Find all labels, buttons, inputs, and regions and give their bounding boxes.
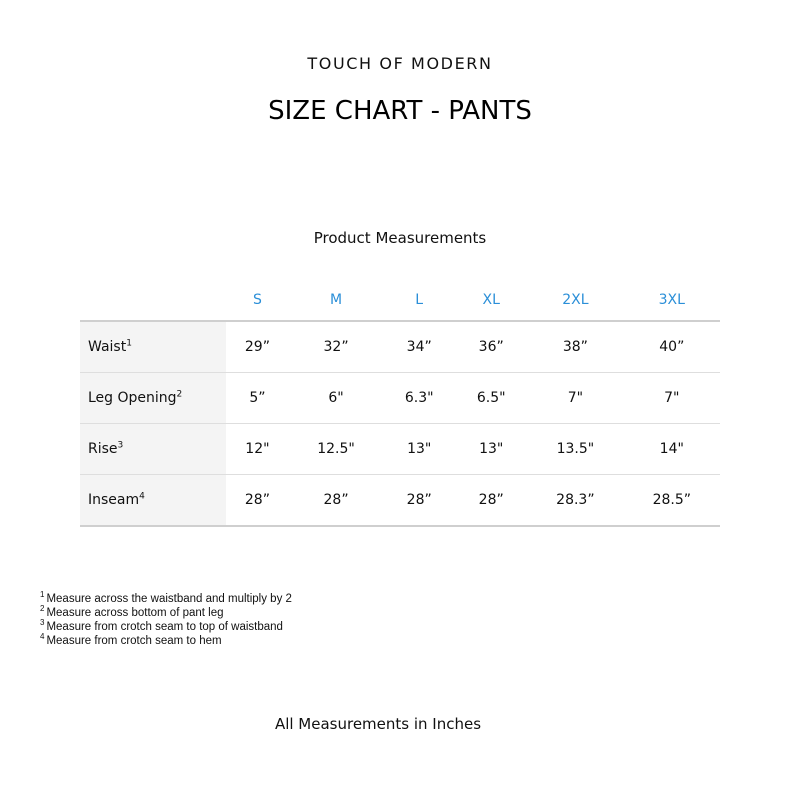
size-header-xl: XL bbox=[455, 280, 527, 321]
footnote-marker: 3 bbox=[117, 440, 124, 451]
table-row-rise bbox=[80, 424, 720, 475]
header-corner bbox=[80, 280, 226, 321]
brand-logo: TOUCH OF MODERN bbox=[307, 54, 493, 73]
row-label-rise bbox=[80, 424, 226, 475]
row-label-leg-opening bbox=[80, 373, 226, 424]
table-subtitle: Product Measurements bbox=[313, 229, 487, 247]
row-label-text: Inseam bbox=[88, 492, 140, 508]
units-note: All Measurements in Inches bbox=[274, 715, 482, 733]
row-label-text: Leg Opening bbox=[88, 390, 177, 406]
footnote-marker: 4 bbox=[139, 491, 145, 502]
table-cell: 28” bbox=[226, 475, 289, 527]
table-cell: 34” bbox=[383, 321, 455, 373]
footnote-item bbox=[40, 620, 292, 634]
table-cell: 6" bbox=[289, 373, 383, 424]
table-cell: 13.5" bbox=[527, 424, 623, 475]
footnote-item bbox=[40, 606, 292, 620]
footnote-text: Measure from crotch seam to hem bbox=[46, 635, 222, 647]
table-row-waist bbox=[80, 321, 720, 373]
size-header-m: M bbox=[289, 280, 383, 321]
table-cell: 7" bbox=[527, 373, 623, 424]
table-cell: 6.3" bbox=[383, 373, 455, 424]
size-header-3xl: 3XL bbox=[624, 280, 720, 321]
row-label-text: Rise bbox=[88, 441, 118, 457]
footnotes bbox=[40, 592, 292, 648]
footnote-marker: 2 bbox=[176, 389, 183, 400]
table-row-inseam bbox=[80, 475, 720, 527]
footnote-item bbox=[40, 592, 292, 606]
row-label-waist bbox=[80, 321, 226, 373]
table-row-leg-opening bbox=[80, 373, 720, 424]
size-header-l: L bbox=[383, 280, 455, 321]
size-header-row bbox=[80, 280, 720, 321]
footnote-number: 3 bbox=[40, 618, 45, 628]
table-cell: 5” bbox=[226, 373, 289, 424]
footnote-text: Measure from crotch seam to top of waistband bbox=[46, 621, 283, 633]
footnote-number: 1 bbox=[40, 590, 45, 600]
table-cell: 13" bbox=[455, 424, 527, 475]
table-cell: 6.5" bbox=[455, 373, 527, 424]
page-title: SIZE CHART - PANTS bbox=[268, 96, 532, 126]
table-cell: 29” bbox=[226, 321, 289, 373]
table-cell: 7" bbox=[624, 373, 720, 424]
table-cell: 32” bbox=[289, 321, 383, 373]
footnote-number: 2 bbox=[40, 604, 45, 614]
footnote-text: Measure across the waistband and multiply by 2 bbox=[46, 593, 292, 605]
table-cell: 28” bbox=[383, 475, 455, 527]
table-cell: 28.3” bbox=[527, 475, 623, 527]
table-cell: 28” bbox=[289, 475, 383, 527]
table-cell: 36” bbox=[455, 321, 527, 373]
size-chart-table bbox=[80, 280, 720, 527]
row-label-text: Waist bbox=[88, 339, 127, 355]
footnote-text: Measure across bottom of pant leg bbox=[46, 607, 224, 619]
table-cell: 12.5" bbox=[289, 424, 383, 475]
row-label-inseam bbox=[80, 475, 226, 527]
table-cell: 28.5” bbox=[624, 475, 720, 527]
table-cell: 40” bbox=[624, 321, 720, 373]
footnote-item bbox=[40, 634, 292, 648]
footnote-marker: 1 bbox=[126, 338, 132, 349]
size-header-s: S bbox=[226, 280, 289, 321]
footnote-number: 4 bbox=[40, 632, 45, 642]
size-header-2xl: 2XL bbox=[527, 280, 623, 321]
table-cell: 12" bbox=[226, 424, 289, 475]
table-cell: 38” bbox=[527, 321, 623, 373]
table-cell: 13" bbox=[383, 424, 455, 475]
table-cell: 28” bbox=[455, 475, 527, 527]
table-cell: 14" bbox=[624, 424, 720, 475]
